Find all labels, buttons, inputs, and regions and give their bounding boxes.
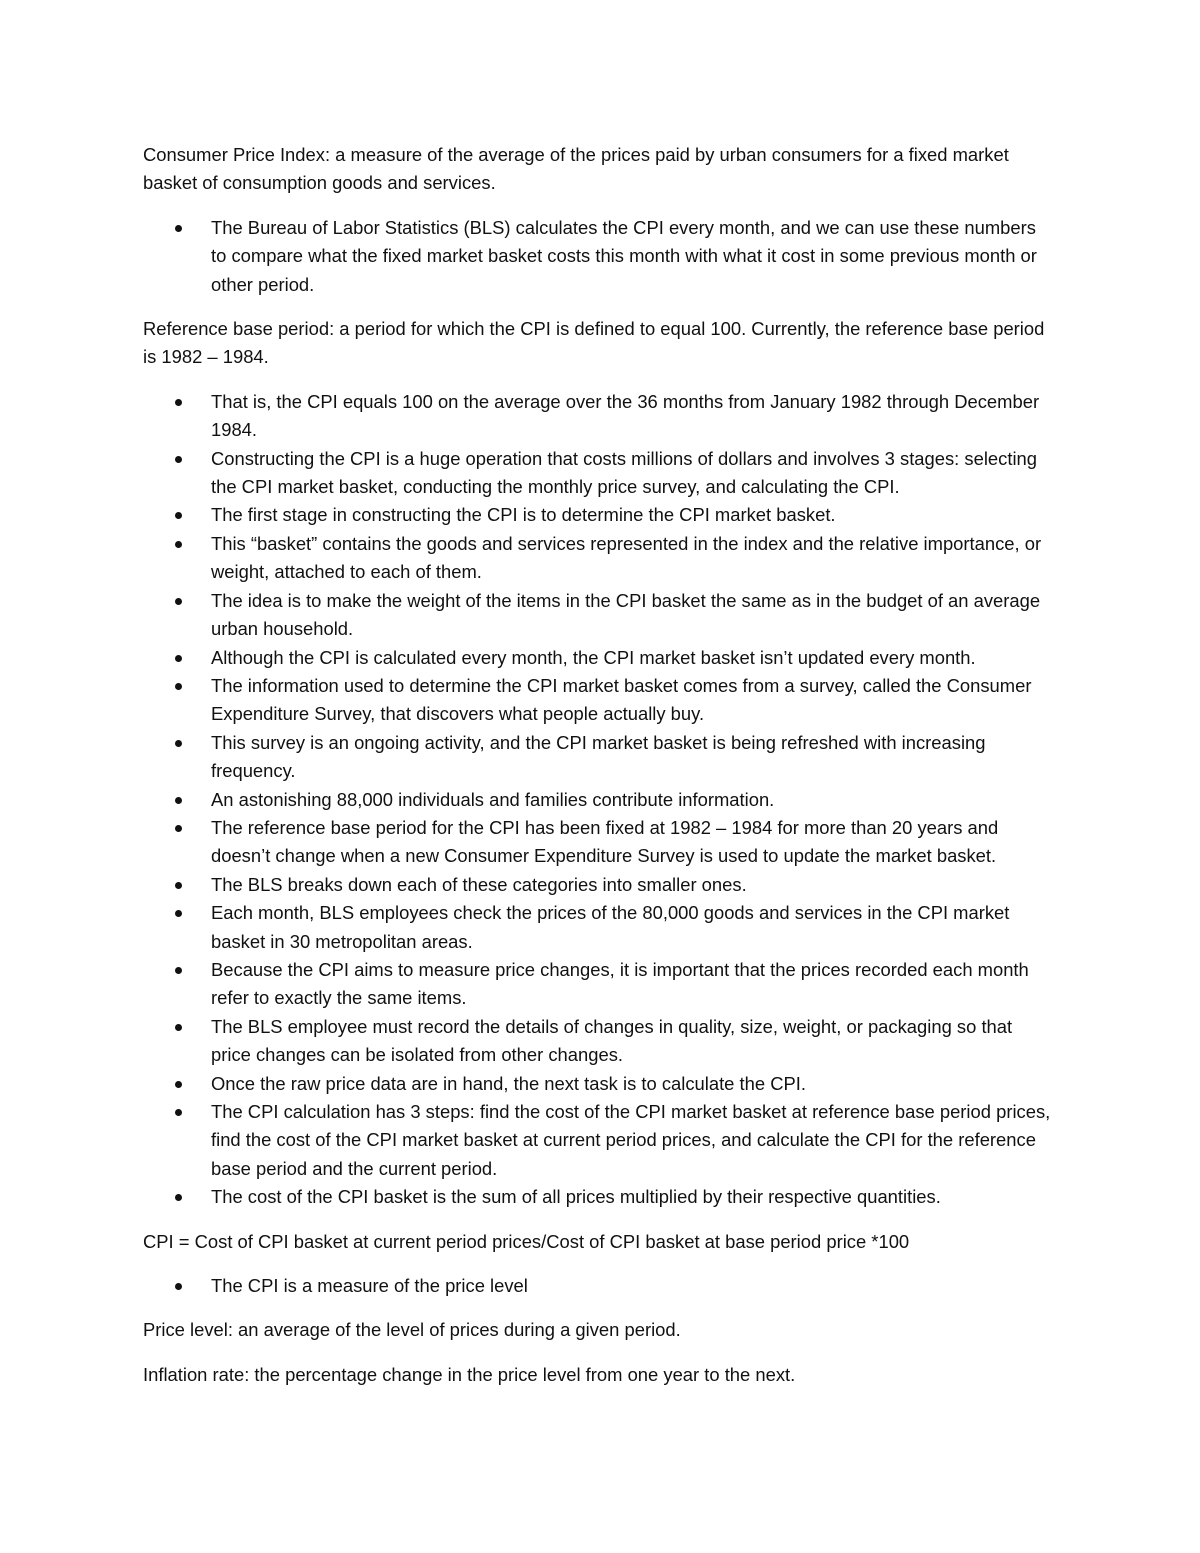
price-level-definition-paragraph: Price level: an average of the level of prices during a given period. — [143, 1319, 681, 1341]
list-item — [143, 388, 1052, 445]
cpi-formula-paragraph: CPI = Cost of CPI basket at current period prices/Cost of CPI basket at base period price *100 — [143, 1230, 910, 1252]
cpi-intro-bullet-list — [143, 214, 1052, 299]
inflation-rate-definition-paragraph: Inflation rate: the percentage change in the price level from one year to the next. — [143, 1363, 796, 1385]
list-item — [143, 644, 1052, 672]
list-item-text: The CPI is a measure of the price level — [211, 1275, 528, 1297]
bullet-icon — [175, 399, 182, 406]
bullet-icon — [175, 967, 182, 974]
list-item — [143, 1183, 1052, 1211]
list-item-text: The Bureau of Labor Statistics (BLS) calculates the CPI every month, and we can use these numbers to compare what the fixed market basket costs this month with what it cost in some previous month or other period. — [211, 216, 1037, 295]
list-item — [143, 1013, 1052, 1070]
list-item — [143, 729, 1052, 786]
reference-base-period-paragraph: Reference base period: a period for which the CPI is defined to equal 100. Currently, the reference base period is 1982 – 1984. — [143, 318, 1045, 368]
list-item — [143, 871, 1052, 899]
list-item-text: The BLS breaks down each of these categories into smaller ones. — [211, 873, 747, 895]
bullet-icon — [175, 598, 182, 605]
bullet-icon — [175, 825, 182, 832]
list-item — [143, 814, 1052, 871]
list-item-text: The first stage in constructing the CPI is to determine the CPI market basket. — [211, 504, 836, 526]
bullet-icon — [175, 1024, 182, 1031]
list-item-text: The reference base period for the CPI has been fixed at 1982 – 1984 for more than 20 years and doesn’t change when a new Consumer Expenditure Survey is used to update the market basket. — [211, 816, 999, 867]
cpi-definition-paragraph: Consumer Price Index: a measure of the average of the prices paid by urban consumers for a fixed market basket of consumption goods and services. — [143, 144, 1009, 194]
bullet-icon — [175, 541, 182, 548]
list-item — [143, 214, 1052, 299]
list-item — [143, 1098, 1052, 1183]
list-item — [143, 587, 1052, 644]
bullet-icon — [175, 1109, 182, 1116]
list-item-text: Although the CPI is calculated every month, the CPI market basket isn’t updated every month. — [211, 646, 976, 668]
list-item-text: An astonishing 88,000 individuals and families contribute information. — [211, 788, 775, 810]
list-item-text: That is, the CPI equals 100 on the average over the 36 months from January 1982 through December 1984. — [211, 390, 1040, 441]
price-level-bullet-list — [143, 1272, 1052, 1300]
list-item — [143, 1070, 1052, 1098]
list-item-text: Once the raw price data are in hand, the next task is to calculate the CPI. — [211, 1072, 806, 1094]
bullet-icon — [175, 512, 182, 519]
bullet-icon — [175, 910, 182, 917]
list-item — [143, 530, 1052, 587]
list-item — [143, 899, 1052, 956]
list-item — [143, 501, 1052, 529]
list-item-text: The information used to determine the CPI market basket comes from a survey, called the Consumer Expenditure Survey, that discovers what people actually buy. — [211, 674, 1032, 725]
list-item-text: Constructing the CPI is a huge operation that costs millions of dollars and involves 3 stages: selecting the CPI market basket, conducting the monthly price survey, and calculating the CPI. — [211, 447, 1037, 498]
cpi-construction-bullet-list — [143, 388, 1052, 1212]
bullet-icon — [175, 1194, 182, 1201]
list-item — [143, 445, 1052, 502]
bullet-icon — [175, 655, 182, 662]
bullet-icon — [175, 1081, 182, 1088]
bullet-icon — [175, 1283, 182, 1290]
list-item-text: This “basket” contains the goods and services represented in the index and the relative importance, or weight, attached to each of them. — [211, 532, 1042, 583]
list-item-text: The CPI calculation has 3 steps: find the cost of the CPI market basket at reference base period prices, find the cost of the CPI market basket at current period prices, and calculate the CPI for the reference base period and the current period. — [211, 1101, 1051, 1179]
list-item — [143, 672, 1052, 729]
bullet-icon — [175, 740, 182, 747]
bullet-icon — [175, 797, 182, 804]
list-item-text: The BLS employee must record the details of changes in quality, size, weight, or packaging so that price changes can be isolated from other changes. — [211, 1015, 1013, 1066]
list-item — [143, 1272, 1052, 1300]
bullet-icon — [175, 683, 182, 690]
list-item — [143, 956, 1052, 1013]
bullet-icon — [175, 225, 182, 232]
bullet-icon — [175, 882, 182, 889]
bullet-icon — [175, 456, 182, 463]
list-item-text: Each month, BLS employees check the prices of the 80,000 goods and services in the CPI market basket in 30 metropolitan areas. — [211, 902, 1010, 952]
list-item-text: This survey is an ongoing activity, and the CPI market basket is being refreshed with increasing frequency. — [211, 731, 986, 782]
list-item-text: The cost of the CPI basket is the sum of all prices multiplied by their respective quantities. — [211, 1186, 941, 1208]
list-item-text: The idea is to make the weight of the items in the CPI basket the same as in the budget of an average urban household. — [211, 589, 1041, 640]
list-item-text: Because the CPI aims to measure price changes, it is important that the prices recorded each month refer to exactly the same items. — [211, 958, 1029, 1009]
list-item — [143, 786, 1052, 814]
